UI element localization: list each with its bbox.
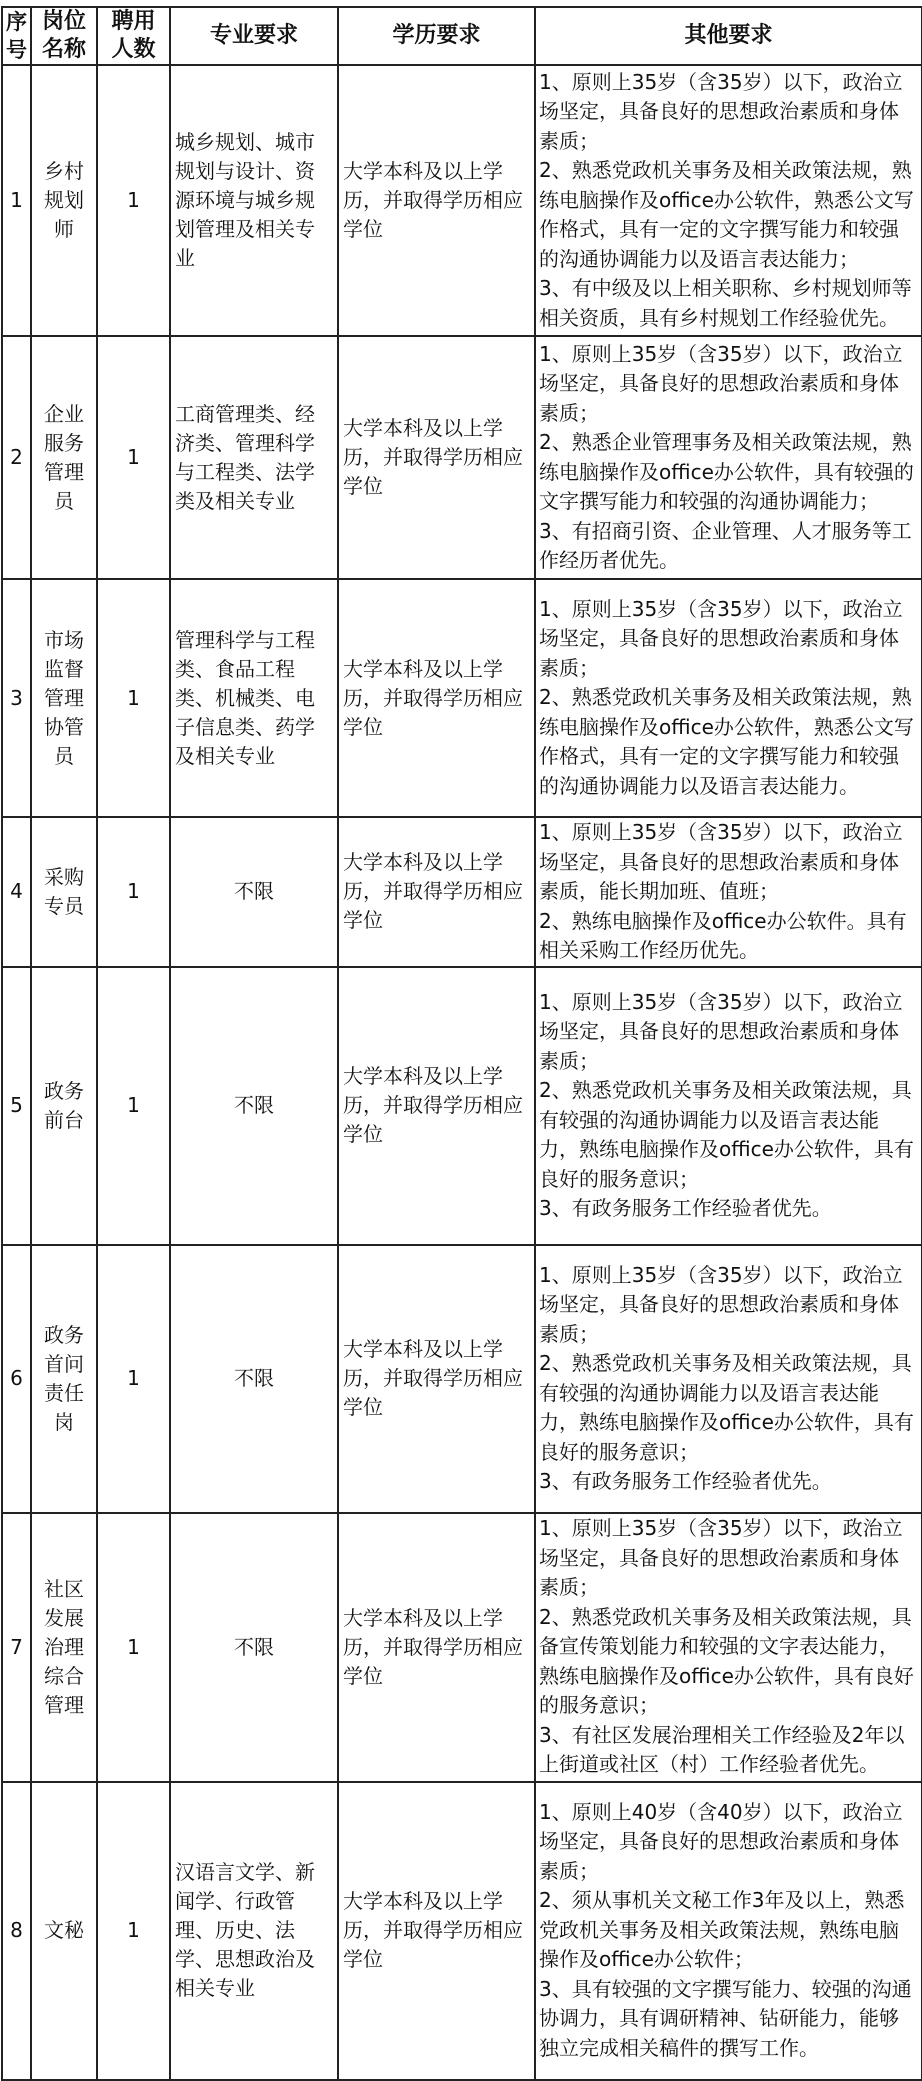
major-requirement: 管理科学与工程类、食品工程类、机械类、电子信息类、药学及相关专业 [170, 579, 338, 817]
row-number: 5 [2, 967, 31, 1245]
education-requirement: 大学本科及以上学历，并取得学历相应学位 [338, 817, 535, 967]
other-requirements: 1、原则上35岁（含35岁）以下，政治立场坚定，具备良好的思想政治素质和身体素质； 2、熟悉党政机关事务及相关政策法规，熟练电脑操作及office办公软件，熟悉公文写作格式，具有一定的文字撰写能力和较强的沟通协调能力以及语言表达能力； 3、有中级及以上相关职称、乡村规划师等相关资质，具有乡村规划工作经验优先。 [535, 65, 922, 336]
header-count: 聘用人数 [97, 7, 170, 65]
header-row [2, 7, 922, 65]
other-requirements: 1、原则上35岁（含35岁）以下，政治立场坚定，具备良好的思想政治素质和身体素质； 2、熟悉党政机关事务及相关政策法规，熟练电脑操作及office办公软件，熟悉公文写作格式，具有一定的文字撰写能力和较强的沟通协调能力以及语言表达能力。 [535, 579, 922, 817]
position-name: 社区发展治理综合管理 [31, 1513, 97, 1782]
table-row [2, 65, 922, 336]
other-requirements: 1、原则上35岁（含35岁）以下，政治立场坚定，具备良好的思想政治素质和身体素质； 2、熟悉党政机关事务及相关政策法规，具有较强的沟通协调能力以及语言表达能力，熟练电脑操作及office办公软件，具有良好的服务意识； 3、有政务服务工作经验者优先。 [535, 967, 922, 1245]
hire-count: 1 [97, 1782, 170, 2080]
position-name: 乡村规划师 [31, 65, 97, 336]
table-row [2, 1245, 922, 1513]
position-name: 市场监督管理协管员 [31, 579, 97, 817]
hire-count: 1 [97, 336, 170, 579]
major-requirement: 汉语言文学、新闻学、行政管理、历史、法学、思想政治及相关专业 [170, 1782, 338, 2080]
table-row [2, 1782, 922, 2080]
hire-count: 1 [97, 817, 170, 967]
other-requirements: 1、原则上35岁（含35岁）以下，政治立场坚定，具备良好的思想政治素质和身体素质； 2、熟悉企业管理事务及相关政策法规，熟练电脑操作及office办公软件，具有较强的文字撰写能力和较强的沟通协调能力； 3、有招商引资、企业管理、人才服务等工作经历者优先。 [535, 336, 922, 579]
major-requirement: 不限 [170, 1245, 338, 1513]
row-number: 2 [2, 336, 31, 579]
hire-count: 1 [97, 1513, 170, 1782]
position-name: 企业服务管理员 [31, 336, 97, 579]
position-name: 政务首问责任岗 [31, 1245, 97, 1513]
hire-count: 1 [97, 65, 170, 336]
major-requirement: 工商管理类、经济类、管理科学与工程类、法学类及相关专业 [170, 336, 338, 579]
major-requirement: 不限 [170, 817, 338, 967]
table-row [2, 967, 922, 1245]
table-row [2, 336, 922, 579]
other-requirements: 1、原则上40岁（含40岁）以下，政治立场坚定，具备良好的思想政治素质和身体素质； 2、须从事机关文秘工作3年及以上，熟悉党政机关事务及相关政策法规，熟练电脑操作及office办公软件； 3、具有较强的文字撰写能力、较强的沟通协调力，具有调研精神、钻研能力，能够独立完成相关稿件的撰写工作。 [535, 1782, 922, 2080]
hire-count: 1 [97, 967, 170, 1245]
table-row [2, 1513, 922, 1782]
table-row [2, 579, 922, 817]
other-requirements: 1、原则上35岁（含35岁）以下，政治立场坚定，具备良好的思想政治素质和身体素质； 2、熟悉党政机关事务及相关政策法规，具备宣传策划能力和较强的文字表达能力，熟练电脑操作及office办公软件，具有良好的服务意识； 3、有社区发展治理相关工作经验及2年以上街道或社区（村）工作经验者优先。 [535, 1513, 922, 1782]
major-requirement: 不限 [170, 967, 338, 1245]
education-requirement: 大学本科及以上学历，并取得学历相应学位 [338, 65, 535, 336]
hire-count: 1 [97, 1245, 170, 1513]
row-number: 8 [2, 1782, 31, 2080]
row-number: 4 [2, 817, 31, 967]
major-requirement: 城乡规划、城市规划与设计、资源环境与城乡规划管理及相关专业 [170, 65, 338, 336]
position-name: 文秘 [31, 1782, 97, 2080]
table-row [2, 817, 922, 967]
header-edu: 学历要求 [338, 7, 535, 65]
header-other: 其他要求 [535, 7, 922, 65]
row-number: 1 [2, 65, 31, 336]
education-requirement: 大学本科及以上学历，并取得学历相应学位 [338, 336, 535, 579]
education-requirement: 大学本科及以上学历，并取得学历相应学位 [338, 1782, 535, 2080]
row-number: 6 [2, 1245, 31, 1513]
header-no: 序号 [2, 7, 31, 65]
header-major: 专业要求 [170, 7, 338, 65]
major-requirement: 不限 [170, 1513, 338, 1782]
other-requirements: 1、原则上35岁（含35岁）以下，政治立场坚定，具备良好的思想政治素质和身体素质； 2、熟悉党政机关事务及相关政策法规，具有较强的沟通协调能力以及语言表达能力，熟练电脑操作及office办公软件，具有良好的服务意识； 3、有政务服务工作经验者优先。 [535, 1245, 922, 1513]
education-requirement: 大学本科及以上学历，并取得学历相应学位 [338, 579, 535, 817]
education-requirement: 大学本科及以上学历，并取得学历相应学位 [338, 967, 535, 1245]
position-name: 采购专员 [31, 817, 97, 967]
position-name: 政务前台 [31, 967, 97, 1245]
other-requirements: 1、原则上35岁（含35岁）以下，政治立场坚定，具备良好的思想政治素质和身体素质，能长期加班、值班； 2、熟练电脑操作及office办公软件。具有相关采购工作经历优先。 [535, 817, 922, 967]
education-requirement: 大学本科及以上学历，并取得学历相应学位 [338, 1245, 535, 1513]
row-number: 3 [2, 579, 31, 817]
education-requirement: 大学本科及以上学历，并取得学历相应学位 [338, 1513, 535, 1782]
row-number: 7 [2, 1513, 31, 1782]
header-name: 岗位名称 [31, 7, 97, 65]
hire-count: 1 [97, 579, 170, 817]
recruitment-table [1, 6, 922, 2081]
